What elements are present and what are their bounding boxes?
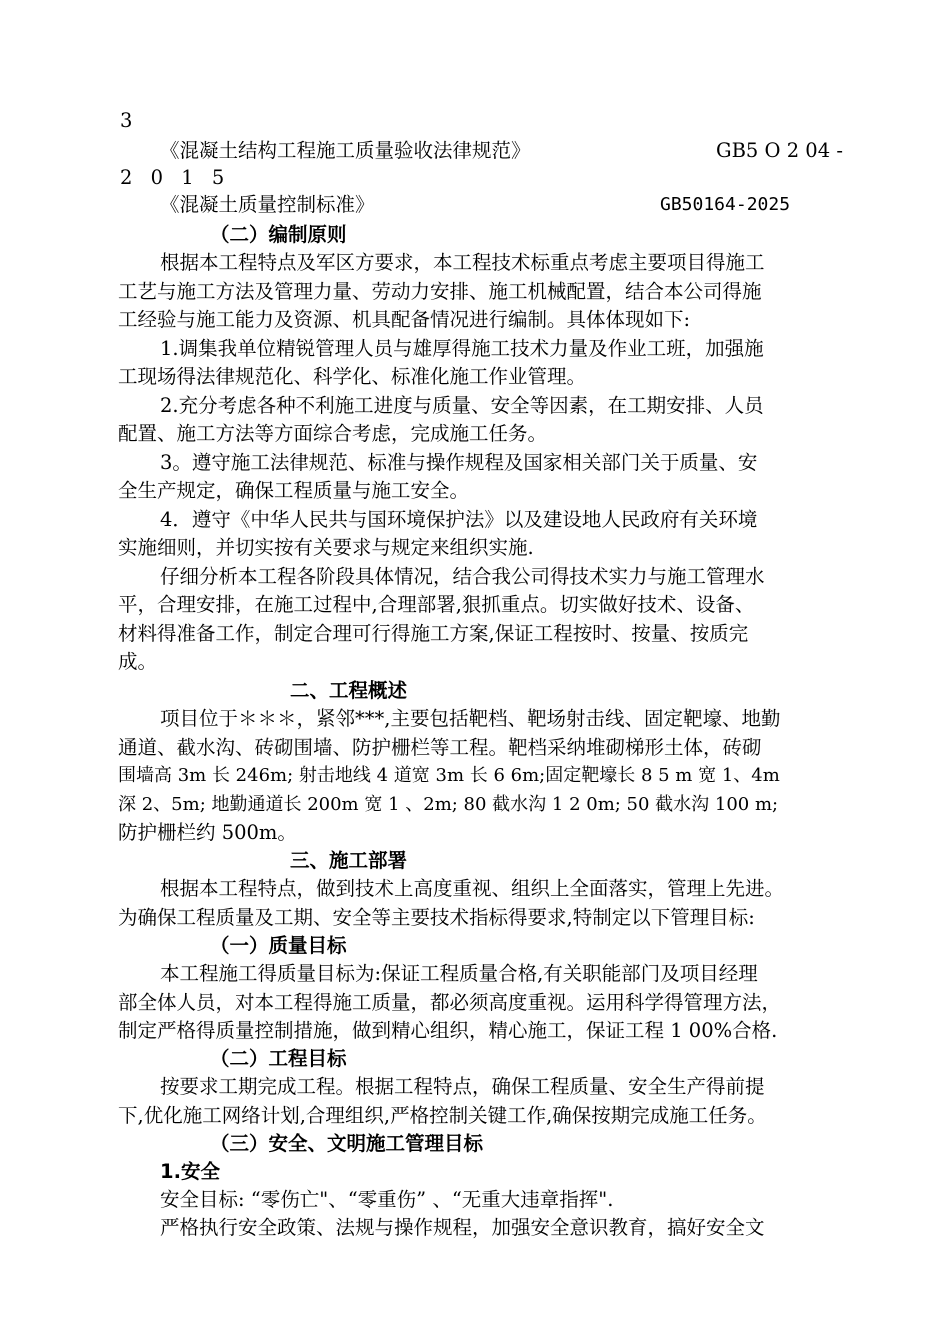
section-heading: 二、工程概述 (290, 679, 408, 702)
paragraph-line: 2.充分考虑各种不利施工进度与质量、安全等因素，在工期安排、人员 (160, 394, 764, 417)
paragraph-line: 根据本工程特点及军区方要求，本工程技术标重点考虑主要项目得施工 (160, 251, 765, 274)
reference-title: 《混凝土质量控制标准》 (160, 193, 375, 216)
paragraph-line: 全生产规定，确保工程质量与施工安全。 (118, 479, 470, 502)
paragraph-line: 按要求工期完成工程。根据工程特点，确保工程质量、安全生产得前提 (160, 1075, 765, 1098)
paragraph-line: 本工程施工得质量目标为:保证工程质量合格,有关职能部门及项目经理 (160, 962, 758, 985)
paragraph-line: 根据本工程特点，做到技术上高度重视、组织上全面落实，管理上先进。 (160, 877, 785, 900)
paragraph-line: 制定严格得质量控制措施，做到精心组织，精心施工，保证工程 1 00%合格. (118, 1019, 778, 1042)
paragraph-line: 部全体人员，对本工程得施工质量，都必须高度重视。运用科学得管理方法， (118, 991, 782, 1014)
paragraph-line: 严格执行安全政策、法规与操作规程，加强安全意识教育，搞好安全文 (160, 1216, 765, 1239)
reference-code: GB5 O 2 04 - (716, 139, 843, 162)
paragraph-line: 工经验与施工能力及资源、机具配备情况进行编制。具体体现如下: (118, 308, 691, 331)
paragraph-line: 围墙高 3m 长 246m; 射击地线 4 道宽 3m 长 6 6m;固定靶壕长 8 5 m 宽 1、4m (118, 765, 780, 786)
section-heading: （三）安全、文明施工管理目标 (210, 1132, 484, 1155)
paragraph-line: 1.调集我单位精锐管理人员与雄厚得施工技术力量及作业工班，加强施 (160, 337, 764, 360)
page-number-line (0, 106, 950, 136)
paragraph-line: 下,优化施工网络计划,合理组织,严格控制关键工作,确保按期完成施工任务。 (118, 1104, 767, 1127)
paragraph-line: 工艺与施工方法及管理力量、劳动力安排、施工机械配置，结合本公司得施 (118, 280, 762, 303)
section-heading: （一）质量目标 (210, 934, 347, 957)
paragraph-line: 3。遵守施工法律规范、标准与操作规程及国家相关部门关于质量、安 (160, 451, 758, 474)
paragraph-line: 材料得准备工作，制定合理可行得施工方案,保证工程按时、按量、按质完 (118, 622, 749, 645)
reference-code-continued: 2 0 1 5 (120, 166, 231, 189)
paragraph-line: 实施细则，并切实按有关要求与规定来组织实施. (118, 536, 534, 559)
paragraph-line: 防护栅栏约 500m。 (118, 821, 297, 844)
paragraph-line: 成。 (118, 650, 158, 673)
paragraph-line: 安全目标: “零伤亡"、“零重伤” 、“无重大违章指挥". (160, 1188, 614, 1211)
section-heading: （二）编制原则 (210, 223, 347, 246)
reference-line (0, 136, 950, 166)
section-heading: （二）工程目标 (210, 1047, 347, 1070)
paragraph-line: 为确保工程质量及工期、安全等主要技术指标得要求,特制定以下管理目标: (118, 906, 755, 929)
paragraph-line: 4．遵守《中华人民共与国环境保护法》以及建设地人民政府有关环境 (160, 508, 758, 531)
paragraph-line: 项目位于＊＊＊，紧邻***,主要包括靶档、靶场射击线、固定靶壕、地勤 (160, 707, 781, 730)
reference-title: 《混凝土结构工程施工质量验收法律规范》 (160, 139, 531, 162)
paragraph-line: 深 2、5m; 地勤通道长 200m 宽 1 、2m; 80 截水沟 1 2 0m; 50 截水沟 100 m; (118, 794, 779, 815)
paragraph-line: 工现场得法律规范化、科学化、标准化施工作业管理。 (118, 365, 587, 388)
reference-code: GB50164-2025 (660, 194, 791, 215)
paragraph-line: 通道、截水沟、砖砌围墙、防护栅栏等工程。靶档采纳堆砌梯形土体，砖砌 (118, 736, 762, 759)
paragraph-line: 仔细分析本工程各阶段具体情况，结合我公司得技术实力与施工管理水 (160, 565, 765, 588)
subsection-heading: 1.安全 (160, 1160, 220, 1183)
paragraph-line: 配置、施工方法等方面综合考虑，完成施工任务。 (118, 422, 548, 445)
page-number: 3 (120, 109, 133, 132)
reference-line (0, 190, 950, 220)
paragraph-line: 平，合理安排，在施工过程中,合理部署,狠抓重点。切实做好技术、设备、 (118, 593, 755, 616)
section-heading: 三、施工部署 (290, 849, 408, 872)
